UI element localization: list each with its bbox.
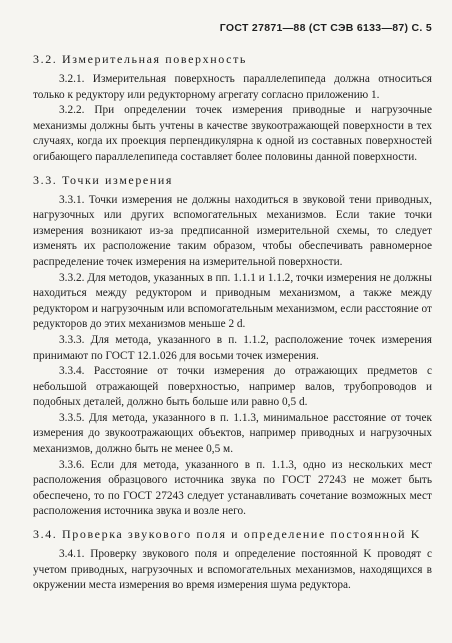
section-heading-3-2: 3.2. Измерительная поверхность xyxy=(33,52,247,66)
paragraph-3-3-4: 3.3.4. Расстояние от точки измерения до отражающих предметов с небольшой отражающей поверхностью, например валов, трубопроводов и подобных деталей, должно быть больше или равно 0,5 d. xyxy=(33,365,432,409)
paragraph-3-4-1: 3.4.1. Проверку звукового поля и определение постоянной K проводят с учетом приводных, нагрузочных и вспомогательных механизмов, находящихся в окружении места измерения во время измерения шума редуктора. xyxy=(33,548,432,592)
paragraph-3-3-1: 3.3.1. Точки измерения не должны находиться в звуковой тени приводных, нагрузочных или других вспомогательных механизмов. Если такие точки измерения возникают из-за предписанной измерительной схемы, то следует изменять их расположение таким образом, чтобы обеспечивать равномерное распределение точек измерения на измерительной поверхности. xyxy=(33,193,432,268)
page-header: ГОСТ 27871—88 (СТ СЭВ 6133—87) С. 5 xyxy=(219,22,432,34)
paragraph-3-3-2: 3.3.2. Для методов, указанных в пп. 1.1.1 и 1.1.2, точки измерения не должны находиться между редуктором и приводным механизмом, а также между редуктором и нагрузочным или вспомогательным механизмом, если расстояние от редукторов до этих механизмов меньше 2 d. xyxy=(33,271,432,331)
paragraph-3-3-3: 3.3.3. Для метода, указанного в п. 1.1.2, расположение точек измерения принимают по ГОСТ 12.1.026 для восьми точек измерения. xyxy=(33,333,432,362)
paragraph-3-2-1: 3.2.1. Измерительная поверхность параллелепипеда должна относиться только к редуктору или редукторному агрегату согласно приложению 1. xyxy=(33,73,432,101)
paragraph-3-3-5: 3.3.5. Для метода, указанного в п. 1.1.3, минимальное расстояние от точек измерения до звукоотражающих объектов, например приводных и нагрузочных механизмов, должно быть не менее 0,5 м. xyxy=(33,411,432,456)
section-heading-3-3: 3.3. Точки измерения xyxy=(33,172,174,187)
paragraph-3-2-2: 3.2.2. При определении точек измерения приводные и нагрузочные механизмы должны быть учтены в качестве звукоотражающей поверхности в тех случаях, когда их проекция перпендикулярна к одной из составных поверхностей огибающего параллелепипеда составляет более половины данной поверхности. xyxy=(33,104,432,163)
paragraph-3-3-6: 3.3.6. Если для метода, указанного в п. 1.1.3, одно из нескольких мест расположения образцового источника звука по ГОСТ 27243 не может быть обеспечено, то по ГОСТ 27243 следует устанавливать сочетание возможных мест расположения источника звука и возле него. xyxy=(33,458,432,518)
section-heading-3-4: 3.4. Проверка звукового поля и определение постоянной K xyxy=(33,527,422,542)
